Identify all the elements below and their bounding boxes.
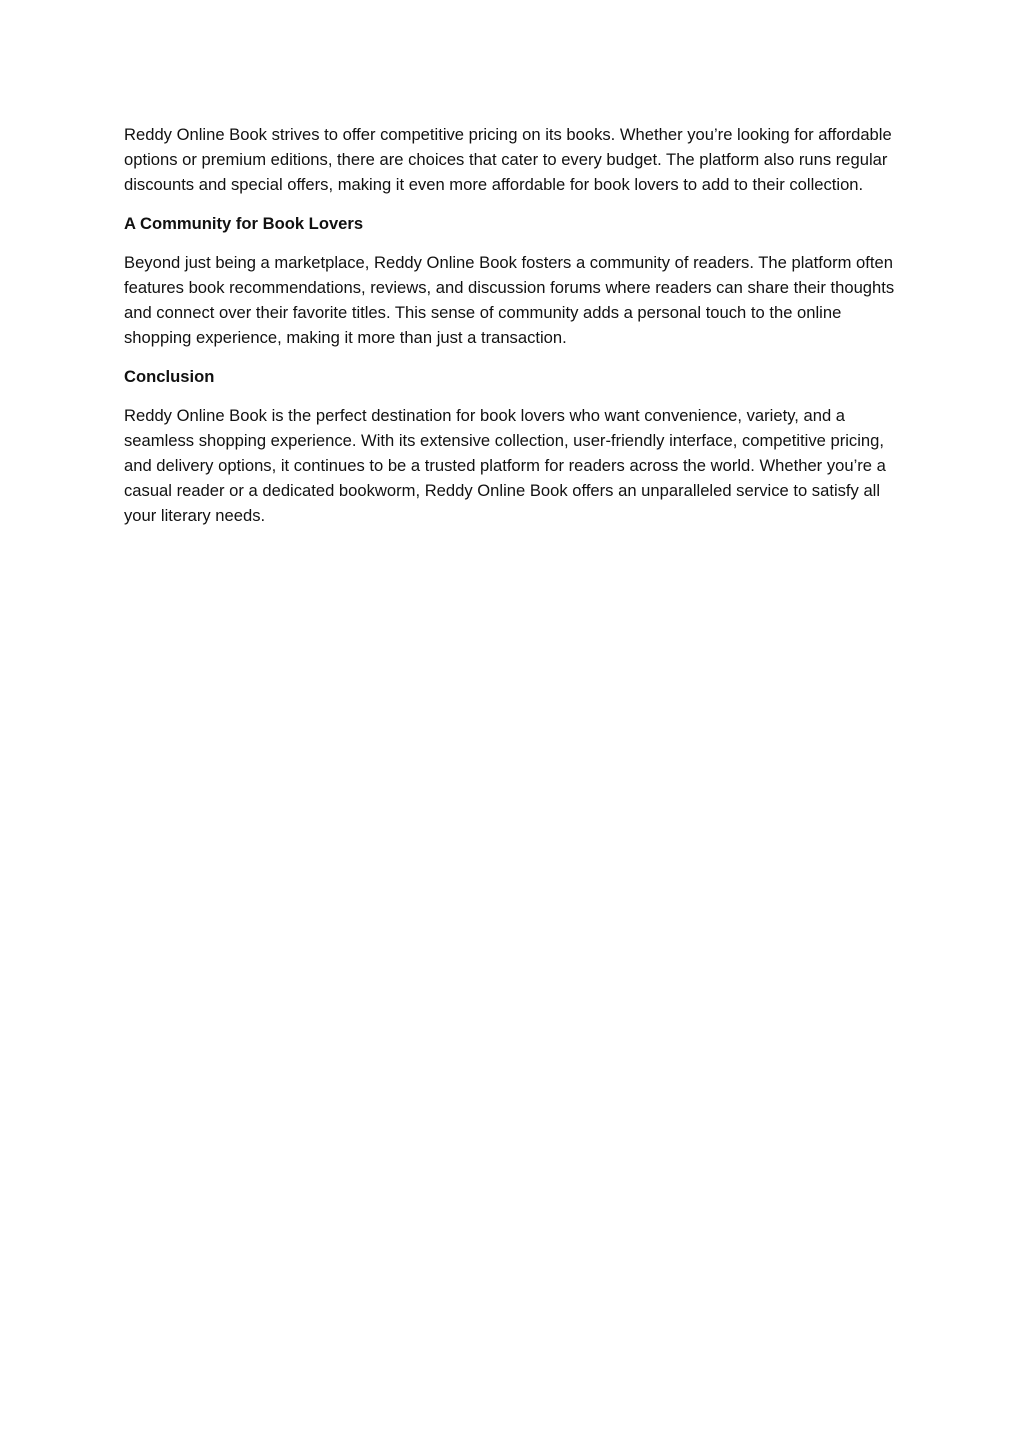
paragraph-conclusion: Reddy Online Book is the perfect destination for book lovers who want convenience, variety, and a seamless shopping experience. With its extensive collection, user-friendly interface, competitive pricing, and delivery options, it continues to be a trusted platform for readers across the world. Whether you’re a casual reader or a dedicated bookworm, Reddy Online Book offers an unparalleled service to satisfy all your literary needs.: [124, 406, 886, 525]
paragraph-community: Beyond just being a marketplace, Reddy Online Book fosters a community of readers. The platform often features book recommendations, reviews, and discussion forums where readers can share their thoughts and connect over their favorite titles. This sense of community adds a personal touch to the online shopping experience, making it more than just a transaction.: [124, 253, 895, 347]
document-page: [124, 122, 909, 542]
heading-conclusion: Conclusion: [124, 367, 215, 386]
heading-community: A Community for Book Lovers: [124, 214, 364, 233]
paragraph-pricing: Reddy Online Book strives to offer competitive pricing on its books. Whether you’re looking for affordable options or premium editions, there are choices that cater to every budget. The platform also runs regular discounts and special offers, making it even more affordable for book lovers to add to their collection.: [124, 125, 892, 194]
